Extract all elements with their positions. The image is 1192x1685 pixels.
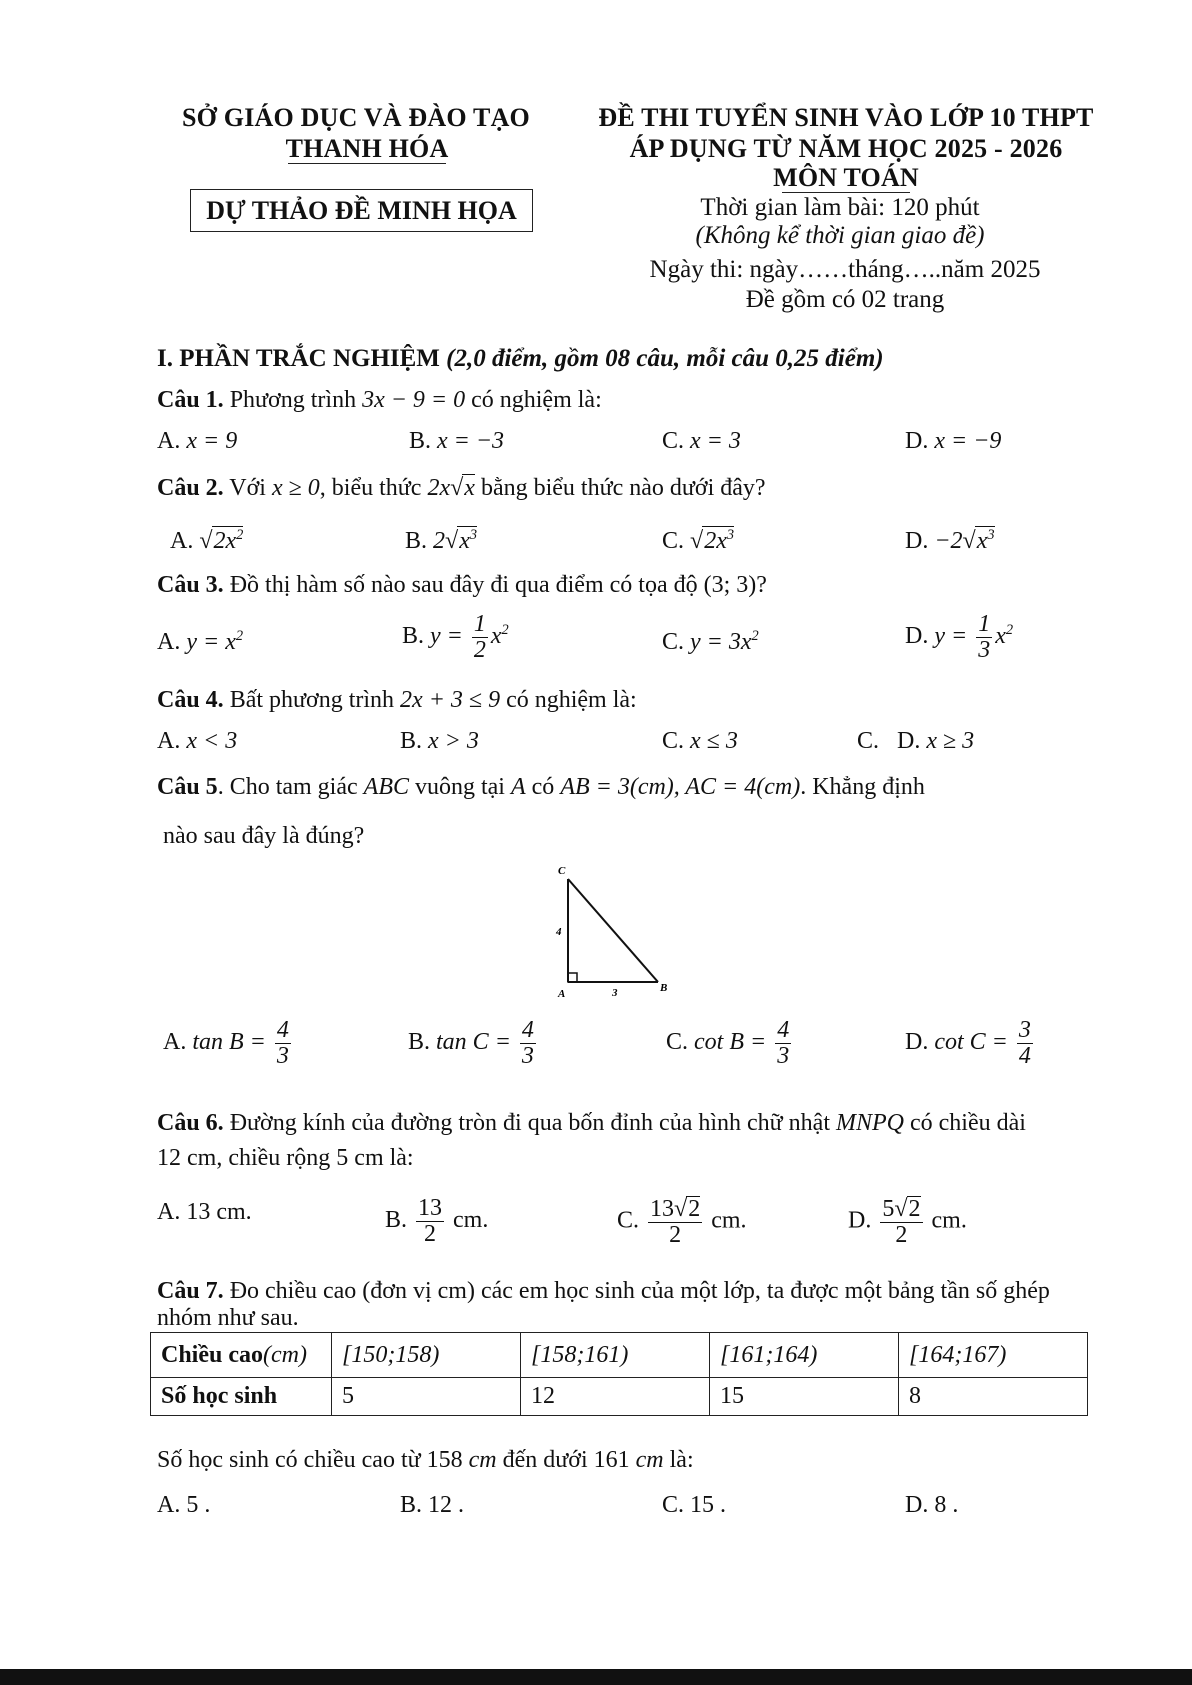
vertex-b-label: B [660, 982, 668, 994]
question-label: Câu 4. [157, 687, 224, 713]
question-6-line2: 12 cm, chiều rộng 5 cm là: [157, 1145, 414, 1171]
question-7 [157, 1278, 1050, 1305]
unit: cm. [453, 1207, 489, 1234]
province-name: THANH HÓA [285, 134, 449, 163]
option-letter: B. [405, 528, 428, 554]
q1-option-b [409, 428, 504, 455]
q3-option-a [157, 628, 243, 656]
table-cell: 15 [710, 1378, 899, 1416]
table-cell: 5 [332, 1378, 521, 1416]
question-text: Số học sinh có chiều cao từ 158 [157, 1447, 463, 1473]
option-letter: C. [662, 728, 685, 754]
inequality: 2x + 3 ≤ 9 [400, 687, 501, 713]
question-label: Câu 6. [157, 1110, 224, 1136]
question-text: , biểu thức [319, 475, 422, 501]
q1-option-d [905, 428, 1001, 455]
unit: cm [635, 1447, 664, 1473]
header-label: Chiều cao [161, 1341, 263, 1368]
draft-box [190, 189, 533, 232]
question-label: Câu 1. [157, 387, 224, 413]
option-letter: B. [400, 728, 423, 754]
option-letter: D. [905, 1029, 929, 1056]
question-4 [157, 687, 637, 714]
option-value: x = −3 [437, 428, 505, 454]
question-text: bằng biểu thức nào dưới đây? [480, 475, 766, 501]
option-letter: B. [402, 623, 425, 650]
question-5 [157, 774, 925, 801]
unit: cm. [931, 1207, 967, 1234]
option-letter: A. [157, 629, 181, 655]
option-value: $\frac{13√2}{2}$ [650, 1196, 701, 1249]
q4-option-b [400, 728, 479, 755]
vertex-a-label: A [558, 988, 566, 1000]
option-value: tan C = $\frac{4}{3}$ [436, 1017, 534, 1070]
option-value: $\frac{13}{2}$ [418, 1195, 443, 1248]
q6-option-d [848, 1196, 967, 1248]
q5-option-b [408, 1018, 539, 1069]
question-7-prompt [157, 1447, 694, 1474]
option-value: $y = 3x^2$ [690, 628, 759, 655]
question-7-line2: nhóm như sau. [157, 1305, 299, 1331]
q7-option-d: D. 8 . [905, 1492, 959, 1518]
table-cell: 12 [521, 1378, 710, 1416]
q6-option-c [617, 1196, 747, 1248]
q3-option-b [402, 612, 509, 663]
exam-date: Ngày thi: ngày……tháng…..năm 2025 [649, 256, 1041, 283]
section-title-label: I. PHẦN TRẮC NGHIỆM [157, 345, 440, 372]
option-letter: A. [163, 1029, 187, 1056]
option-letter: B. [385, 1207, 408, 1234]
option-letter: C. [617, 1207, 640, 1234]
option-letter: D. [905, 623, 929, 650]
exam-time: Thời gian làm bài: 120 phút [700, 194, 980, 221]
table-cell: [164;167) [899, 1333, 1088, 1378]
question-text: . Cho tam giác [217, 774, 358, 800]
table-row [151, 1378, 1088, 1416]
q4-option-a [157, 728, 237, 755]
table-header-cell: Số học sinh [151, 1378, 332, 1416]
draft-box-label: DỰ THẢO ĐỀ MINH HỌA [206, 195, 517, 225]
question-text: có nghiệm là: [471, 387, 602, 413]
option-letter: D. [905, 528, 929, 554]
department-name: SỞ GIÁO DỤC VÀ ĐÀO TẠO [182, 103, 530, 132]
q2-option-a [170, 526, 243, 555]
question-text: là: [669, 1447, 694, 1473]
option-value: x = 9 [186, 428, 238, 454]
option-value: $√2x^3$ [690, 527, 735, 554]
question-label: Câu 5 [157, 774, 218, 800]
right-angle-mark [568, 973, 577, 982]
question-text: Đồ thị hàm số nào sau đây đi qua điểm có tọa độ [229, 572, 698, 598]
option-value: $-2√x^3$ [934, 527, 995, 554]
equation: 3x − 9 = 0 [362, 387, 466, 413]
option-value: x < 3 [186, 728, 238, 754]
q4-option-c [662, 728, 738, 755]
question-text: đến dưới 161 [502, 1447, 630, 1473]
question-text: Đường kính của đường tròn đi qua bốn đỉnh của hình chữ nhật [229, 1110, 830, 1136]
vertex-c-label: C [558, 865, 566, 877]
option-value: x = 3 [690, 428, 741, 454]
condition: x ≥ 0 [271, 475, 320, 501]
question-text: . Khẳng định [800, 774, 925, 800]
q5-option-d [905, 1018, 1036, 1069]
section-title-note: (2,0 điểm, gồm 08 câu, mỗi câu 0,25 điểm) [446, 345, 884, 372]
frequency-table [150, 1332, 1088, 1416]
option-value: $y = x^2$ [186, 628, 244, 655]
expression: 2x√x [427, 475, 475, 501]
option-value: x ≥ 3 [926, 728, 975, 754]
option-letter: B. [409, 428, 432, 454]
option-value: cot C = $\frac{3}{4}$ [934, 1017, 1031, 1070]
table-header-cell [151, 1333, 332, 1378]
table-cell: 8 [899, 1378, 1088, 1416]
option-value: y = $\frac{1}{2}$ $x^2$ [430, 611, 509, 664]
point: (3; 3)? [703, 572, 767, 598]
rectangle-name: MNPQ [836, 1110, 904, 1136]
option-value: $2√x^3$ [433, 527, 478, 554]
subject-underline [782, 192, 910, 193]
side-bc [568, 879, 658, 982]
option-letter: C. [662, 428, 685, 454]
exam-subject: MÔN TOÁN [773, 163, 919, 192]
q2-option-d [905, 526, 995, 555]
option-letter: A. [157, 728, 181, 754]
question-text: Phương trình [229, 387, 357, 413]
option-value: x > 3 [428, 728, 479, 754]
exam-title: ĐỀ THI TUYỂN SINH VÀO LỚP 10 THPT [598, 103, 1094, 132]
q5-option-a [163, 1018, 294, 1069]
exam-year: ÁP DỤNG TỪ NĂM HỌC 2025 - 2026 [629, 134, 1063, 163]
question-label: Câu 7. [157, 1278, 224, 1304]
option-letter: C. [666, 1029, 689, 1056]
option-letter: D. [848, 1207, 872, 1234]
vertex-name: A [510, 774, 526, 800]
question-label: Câu 2. [157, 475, 224, 501]
province-underline [288, 163, 446, 164]
q3-option-d [905, 612, 1013, 663]
q2-option-b [405, 526, 477, 555]
page-count: Đề gồm có 02 trang [745, 286, 945, 313]
table-cell: [161;164) [710, 1333, 899, 1378]
question-text: Với [229, 475, 266, 501]
q7-option-b: B. 12 . [400, 1492, 465, 1518]
question-text: có chiều dài [910, 1110, 1026, 1136]
q1-option-a [157, 428, 237, 455]
side-ac-label: 4 [556, 926, 562, 938]
question-2 [157, 474, 766, 502]
question-text: vuông tại [414, 774, 505, 800]
q7-option-c: C. 15 . [662, 1492, 727, 1518]
question-6 [157, 1110, 1026, 1137]
option-value: x = −9 [934, 428, 1002, 454]
question-3 [157, 572, 767, 599]
q6-option-a: A. 13 cm. [157, 1199, 252, 1225]
exam-time-note: (Không kể thời gian giao đề) [695, 222, 985, 249]
section-title [157, 345, 884, 373]
header-unit: (cm) [263, 1341, 307, 1368]
question-text: Đo chiều cao (đơn vị cm) các em học sinh của một lớp, ta được một bảng tần số ghép [229, 1278, 1050, 1304]
table-cell: [150;158) [332, 1333, 521, 1378]
q6-option-b [385, 1196, 488, 1247]
q3-option-c [662, 628, 759, 656]
option-value: y = $\frac{1}{3}$ $x^2$ [934, 611, 1014, 664]
unit: cm [468, 1447, 497, 1473]
option-value: cot B = $\frac{4}{3}$ [694, 1017, 790, 1070]
question-1 [157, 387, 602, 414]
unit: cm. [711, 1207, 747, 1234]
option-letter: C. [662, 528, 685, 554]
option-value: $\frac{5√2}{2}$ [882, 1196, 921, 1249]
q5-option-c [666, 1018, 794, 1069]
option-value: tan B = $\frac{4}{3}$ [192, 1017, 289, 1070]
question-text: Bất phương trình [229, 687, 395, 713]
question-label: Câu 3. [157, 572, 224, 598]
q4-option-d [857, 728, 974, 755]
table-cell: [158;161) [521, 1333, 710, 1378]
question-5-line2: nào sau đây là đúng? [163, 823, 365, 849]
option-letter: A. [157, 428, 181, 454]
option-letter: D. [905, 428, 929, 454]
table-row [151, 1333, 1088, 1378]
option-letter: A. [170, 528, 194, 554]
triangle-name: ABC [363, 774, 409, 800]
question-text: có nghiệm là: [506, 687, 637, 713]
q2-option-c [662, 526, 734, 555]
option-value: x ≤ 3 [690, 728, 738, 754]
question-text: có [531, 774, 555, 800]
option-letter: B. [408, 1029, 431, 1056]
option-letter: C. [662, 629, 685, 655]
side-lengths: AB = 3(cm), AC = 4(cm) [560, 774, 801, 800]
option-value: $√2x^2$ [199, 527, 244, 554]
q7-option-a: A. 5 . [157, 1492, 211, 1518]
side-ab-label: 3 [612, 987, 618, 999]
q1-option-c [662, 428, 741, 455]
option-letter: C. D. [857, 728, 921, 754]
bottom-edge [0, 1669, 1192, 1685]
triangle-figure [540, 860, 680, 1000]
